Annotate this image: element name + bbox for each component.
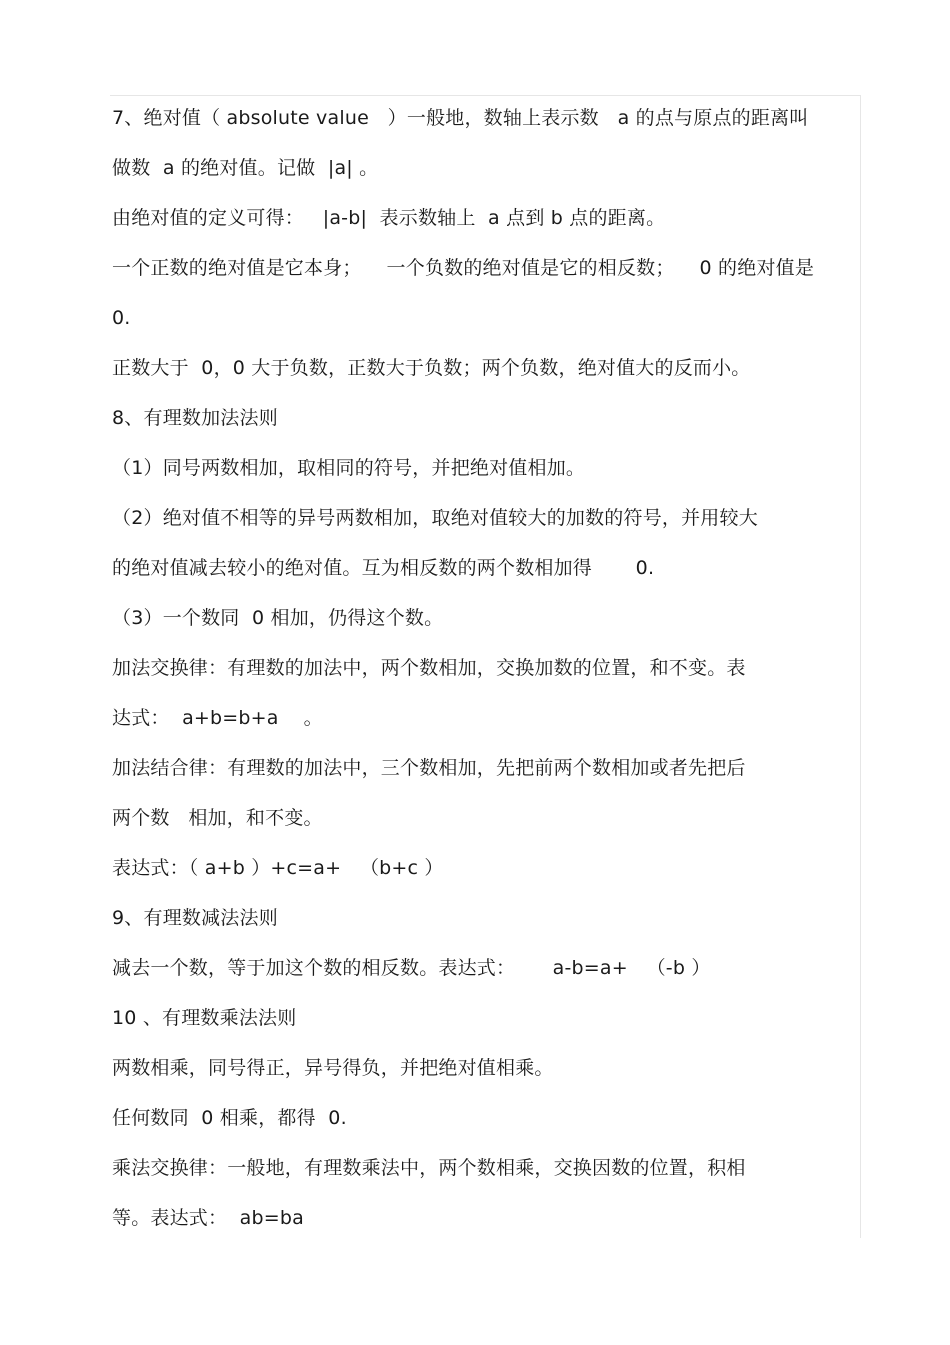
text-line: 表达式：（ a+b ）+c=a+ （b+c ） [112, 857, 444, 879]
text-line: 两数相乘，同号得正，异号得负，并把绝对值相乘。 [112, 1057, 554, 1079]
section-heading: 8、有理数加法法则 [112, 407, 278, 429]
text-line: 达式： a+b=b+a 。 [112, 707, 323, 729]
text-line: 正数大于 0，0 大于负数，正数大于负数；两个负数，绝对值大的反而小。 [112, 357, 751, 379]
text-line: 两个数 相加，和不变。 [112, 807, 323, 829]
text-line: 加法结合律：有理数的加法中，三个数相加，先把前两个数相加或者先把后 [112, 757, 746, 779]
page-right-border [860, 95, 861, 1238]
text-line: （1）同号两数相加，取相同的符号，并把绝对值相加。 [112, 457, 586, 479]
text-line: （3）一个数同 0 相加，仍得这个数。 [112, 607, 444, 629]
section-heading: 9、有理数减法法则 [112, 907, 278, 929]
page-top-border [110, 95, 860, 96]
section-heading: 10 、有理数乘法法则 [112, 1007, 297, 1029]
text-line: （2）绝对值不相等的异号两数相加，取绝对值较大的加数的符号，并用较大 [112, 507, 758, 529]
text-line: 减去一个数，等于加这个数的相反数。表达式： a-b=a+ （-b ） [112, 957, 711, 979]
text-line: 加法交换律：有理数的加法中，两个数相加，交换加数的位置，和不变。表 [112, 657, 746, 679]
text-line: 的绝对值减去较小的绝对值。互为相反数的两个数相加得 0. [112, 557, 655, 579]
text-line: 乘法交换律：一般地，有理数乘法中，两个数相乘，交换因数的位置，积相 [112, 1157, 746, 1179]
text-line: 任何数同 0 相乘，都得 0. [112, 1107, 347, 1129]
text-line: 一个正数的绝对值是它本身； 一个负数的绝对值是它的相反数； 0 的绝对值是 [112, 257, 815, 279]
text-line: 做数 a 的绝对值。记做 |a| 。 [112, 157, 379, 179]
text-line: 等。表达式： ab=ba [112, 1207, 305, 1229]
text-line: 7、绝对值（ absolute value ）一般地，数轴上表示数 a 的点与原点的距离叫 [112, 107, 809, 129]
text-line: 由绝对值的定义可得： |a-b| 表示数轴上 a 点到 b 点的距离。 [112, 207, 666, 229]
text-line: 0. [112, 307, 131, 329]
